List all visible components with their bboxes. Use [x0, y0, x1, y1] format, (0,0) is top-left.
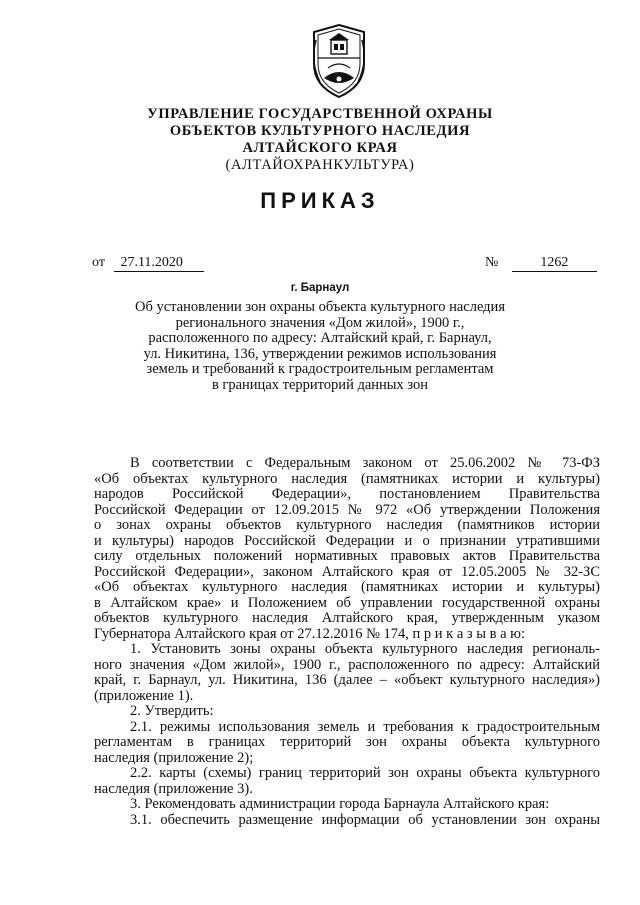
body-line: народов Российской Федерации», постановлением Правительства [94, 486, 600, 502]
body-line: ного значения «Дом жилой», 1900 г., расположенного по адресу: Алтайский [94, 656, 600, 673]
body-line: «Об объектах культурного наследия (памятниках истории и культуры) [94, 579, 600, 595]
org-abbreviation: (АЛТАЙОХРАНКУЛЬТУРА) [225, 157, 415, 173]
order-subject [0, 300, 640, 393]
body-line: В соответствии с Федеральным законом от 25.06.2002 № 73-ФЗ [130, 455, 600, 471]
body-line: в Алтайском крае» и Положением об управлении государственной охраны [94, 594, 600, 611]
body-line: 1. Установить зоны охраны объекта культурного наследия региональ- [130, 641, 600, 657]
order-date [92, 255, 204, 272]
subject-line: регионального значения «Дом жилой», 1900 г., [175, 314, 465, 331]
body-line: 2. Утвердить: [130, 703, 214, 719]
body-line: о зонах охраны объектов культурного наследия (памятников истории [94, 517, 600, 533]
subject-line: ул. Никитина, 136, утверждении режимов использования [143, 345, 497, 362]
body-line: Российской Федерации от 12.09.2015 № 972 «Об утверждении Положения [94, 501, 600, 518]
date-prefix: от [92, 255, 105, 270]
body-line: Губернатора Алтайского края от 27.12.2016 № 174, п р и к а з ы в а ю: [94, 625, 526, 642]
body-line: край, г. Барнаул, ул. Никитина, 136 (далее – «объект культурного наследия») [94, 672, 600, 688]
body-line: «Об объектах культурного наследия (памятниках истории и культуры) [94, 470, 600, 487]
organization-name [0, 106, 640, 174]
number-value: 1262 [512, 255, 597, 272]
order-title: ПРИКАЗ [260, 188, 380, 213]
order-body [94, 456, 600, 828]
number-prefix: № [485, 255, 499, 270]
body-line: силу отдельных положений нормативных правовых актов Правительства [94, 548, 600, 564]
body-line: регламентам в границах территорий зон охраны объекта культурного [94, 734, 600, 750]
date-value: 27.11.2020 [114, 255, 204, 272]
body-line: 2.2. карты (схемы) границ территорий зон охраны объекта культурного [130, 765, 600, 781]
subject-line: земель и требований к градостроительным регламентам [146, 361, 494, 377]
body-line: объектов культурного наследия Алтайского края, утвержденным указом [94, 610, 600, 626]
body-line: и культуры) народов Российской Федерации и о признании утратившими [94, 532, 600, 549]
body-line: (приложение 1). [94, 687, 194, 704]
coat-of-arms-icon [304, 22, 374, 100]
body-line: 3.1. обеспечить размещение информации об установлении зон охраны [130, 811, 600, 828]
body-line: 2.1. режимы использования земель и требования к градостроительным [130, 718, 600, 735]
org-line: ОБЪЕКТОВ КУЛЬТУРНОГО НАСЛЕДИЯ [169, 123, 471, 139]
body-line: Российской Федерации», законом Алтайского края от 12.05.2005 № 32-ЗС [94, 563, 600, 580]
org-line: УПРАВЛЕНИЕ ГОСУДАРСТВЕННОЙ ОХРАНЫ [147, 106, 493, 122]
subject-line: расположенного по адресу: Алтайский край, г. Барнаул, [148, 330, 492, 346]
city-label: г. Барнаул [290, 282, 350, 294]
order-number [485, 255, 597, 272]
org-line: АЛТАЙСКОГО КРАЯ [242, 140, 398, 156]
body-line: наследия (приложение 2); [94, 749, 254, 766]
body-line: наследия (приложение 3). [94, 780, 253, 797]
body-line: 3. Рекомендовать администрации города Барнаула Алтайского края: [130, 796, 550, 812]
subject-line: в границах территорий данных зон [211, 376, 429, 393]
subject-line: Об установлении зон охраны объекта культурного наследия [135, 299, 505, 315]
